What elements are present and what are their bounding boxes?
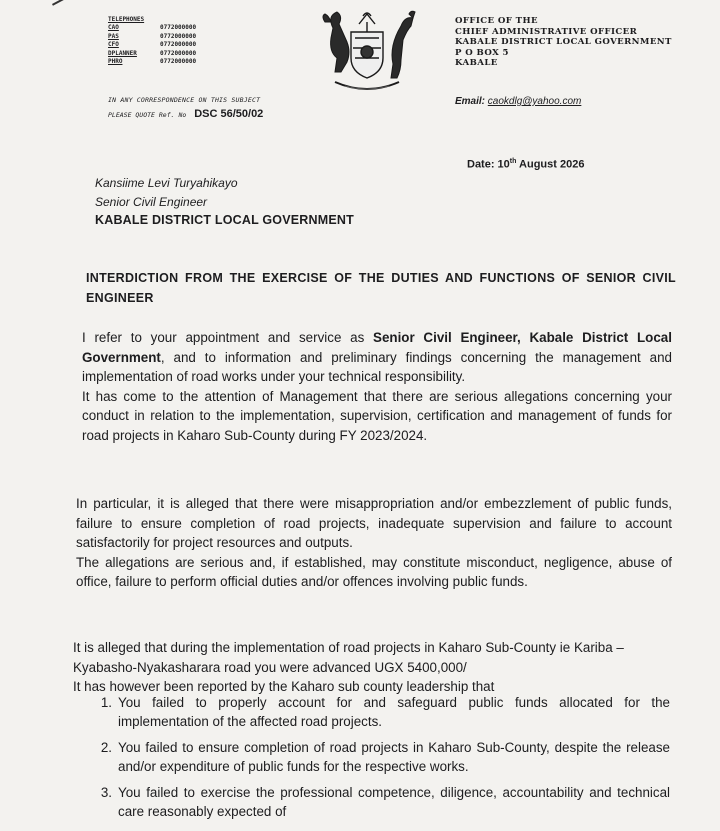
contact-row — [108, 58, 210, 66]
contact-label: DPLANNER — [108, 49, 137, 57]
para1-text: I refer to your appointment and service as — [82, 330, 374, 345]
coat-of-arms-emblem — [305, 8, 429, 92]
office-line: KABALE DISTRICT LOCAL GOVERNMENT — [455, 37, 672, 48]
subject-heading: INTERDICTION FROM THE EXERCISE OF THE DUTIES AND FUNCTIONS OF SENIOR CIVIL ENGINEER — [86, 271, 676, 305]
office-line: KABALE — [455, 58, 498, 69]
list-text: You failed to ensure completion of road projects in Kaharo Sub-County, despite the release and/or expenditure of public funds for the respective works. — [118, 740, 670, 774]
contact-label: PHRO — [108, 58, 123, 66]
paragraph-appointment — [82, 328, 672, 446]
para3-text-cont: It has however been reported by the Kaharo sub county leadership that — [73, 679, 495, 695]
email-line — [455, 96, 581, 107]
list-item — [86, 739, 670, 776]
para2-text: In particular, it is alleged that there were misappropriation and/or embezzlement of public funds, failure to ensure completion of road projects, inadequate supervision and failure to account satisfactorily for project resources and outputs. — [76, 496, 672, 551]
reference-prefix: PLEASE QUOTE Ref. No — [108, 111, 187, 119]
reference-line — [108, 108, 263, 120]
office-address — [455, 16, 672, 69]
paragraph-kaharo — [73, 638, 671, 697]
reference-note: IN ANY CORRESPONDENCE ON THIS SUBJECT — [108, 96, 261, 104]
para2-text-cont: The allegations are serious and, if established, may constitute misconduct, negligence, abuse of office, failure to perform official duties and/or offences involving public funds. — [76, 554, 672, 590]
email-link[interactable]: caokdlg@yahoo.com — [487, 96, 582, 107]
list-text: You failed to properly account for and safeguard public funds allocated for the implementation of the affected road projects. — [118, 695, 670, 729]
list-number: 2. — [100, 740, 112, 756]
contact-row — [108, 24, 210, 32]
contact-value: 0772000000 — [160, 58, 197, 66]
pen-mark — [52, 0, 98, 18]
contact-value: 0772000000 — [160, 24, 197, 32]
contact-value — [160, 16, 210, 24]
contact-label: CAO — [108, 24, 119, 32]
reference-number: DSC 56/50/02 — [194, 108, 264, 120]
office-line: P O BOX 5 — [455, 47, 509, 58]
addressee-block — [95, 174, 354, 230]
letter-date — [467, 158, 584, 171]
allegations-list — [86, 694, 670, 830]
date-rest: August 2026 — [516, 158, 585, 171]
contact-value: 0772000000 — [160, 32, 197, 40]
office-line: CHIEF ADMINISTRATIVE OFFICER — [455, 26, 638, 37]
list-number: 3. — [100, 785, 112, 801]
list-item — [86, 784, 670, 821]
office-line: OFFICE OF THE — [455, 16, 538, 26]
contact-label: PAS — [108, 32, 119, 40]
contact-label: CFO — [108, 41, 119, 49]
addressee-title: Senior Civil Engineer — [95, 194, 208, 209]
contact-row — [108, 41, 210, 49]
contacts-block — [108, 16, 210, 66]
addressee-name: Kansiime Levi Turyahikayo — [95, 176, 238, 190]
para3-text: It is alleged that during the implementation of road projects in Kaharo Sub-County ie Kariba –Kyabasho-Nyakasharara road you were advanced UGX 5400,000/ — [73, 640, 624, 675]
list-number: 1. — [100, 695, 112, 710]
addressee-org: KABALE DISTRICT LOCAL GOVERNMENT — [95, 213, 354, 227]
contact-label: TELEPHONES — [108, 16, 145, 23]
contact-row — [108, 50, 210, 58]
para1-text-cont: , and to information and preliminary findings concerning the management and implementation of road works under your technical responsibility. — [82, 349, 672, 385]
contact-value: 0772000000 — [160, 41, 197, 49]
paragraph-particulars — [76, 494, 672, 592]
contact-row — [108, 33, 210, 41]
para1-bold: Senior Civil Engineer, Kabale District Local Government — [82, 330, 672, 365]
para1-allegation: It has come to the attention of Management that there are serious allegations concerning your conduct in relation to the implementation, supervision, certification and management of funds for road projects in Kaharo Sub-County during FY 2023/2024. — [82, 388, 672, 443]
list-text: You failed to exercise the professional competence, diligence, accountability and technical care reasonably expected of — [118, 785, 670, 819]
contact-row — [108, 16, 210, 24]
list-item — [86, 694, 670, 731]
date-suffix: th — [509, 158, 517, 165]
contact-value: 0772000000 — [160, 49, 197, 57]
date-label: Date: 10 — [467, 158, 510, 171]
email-label: Email: — [455, 96, 486, 107]
